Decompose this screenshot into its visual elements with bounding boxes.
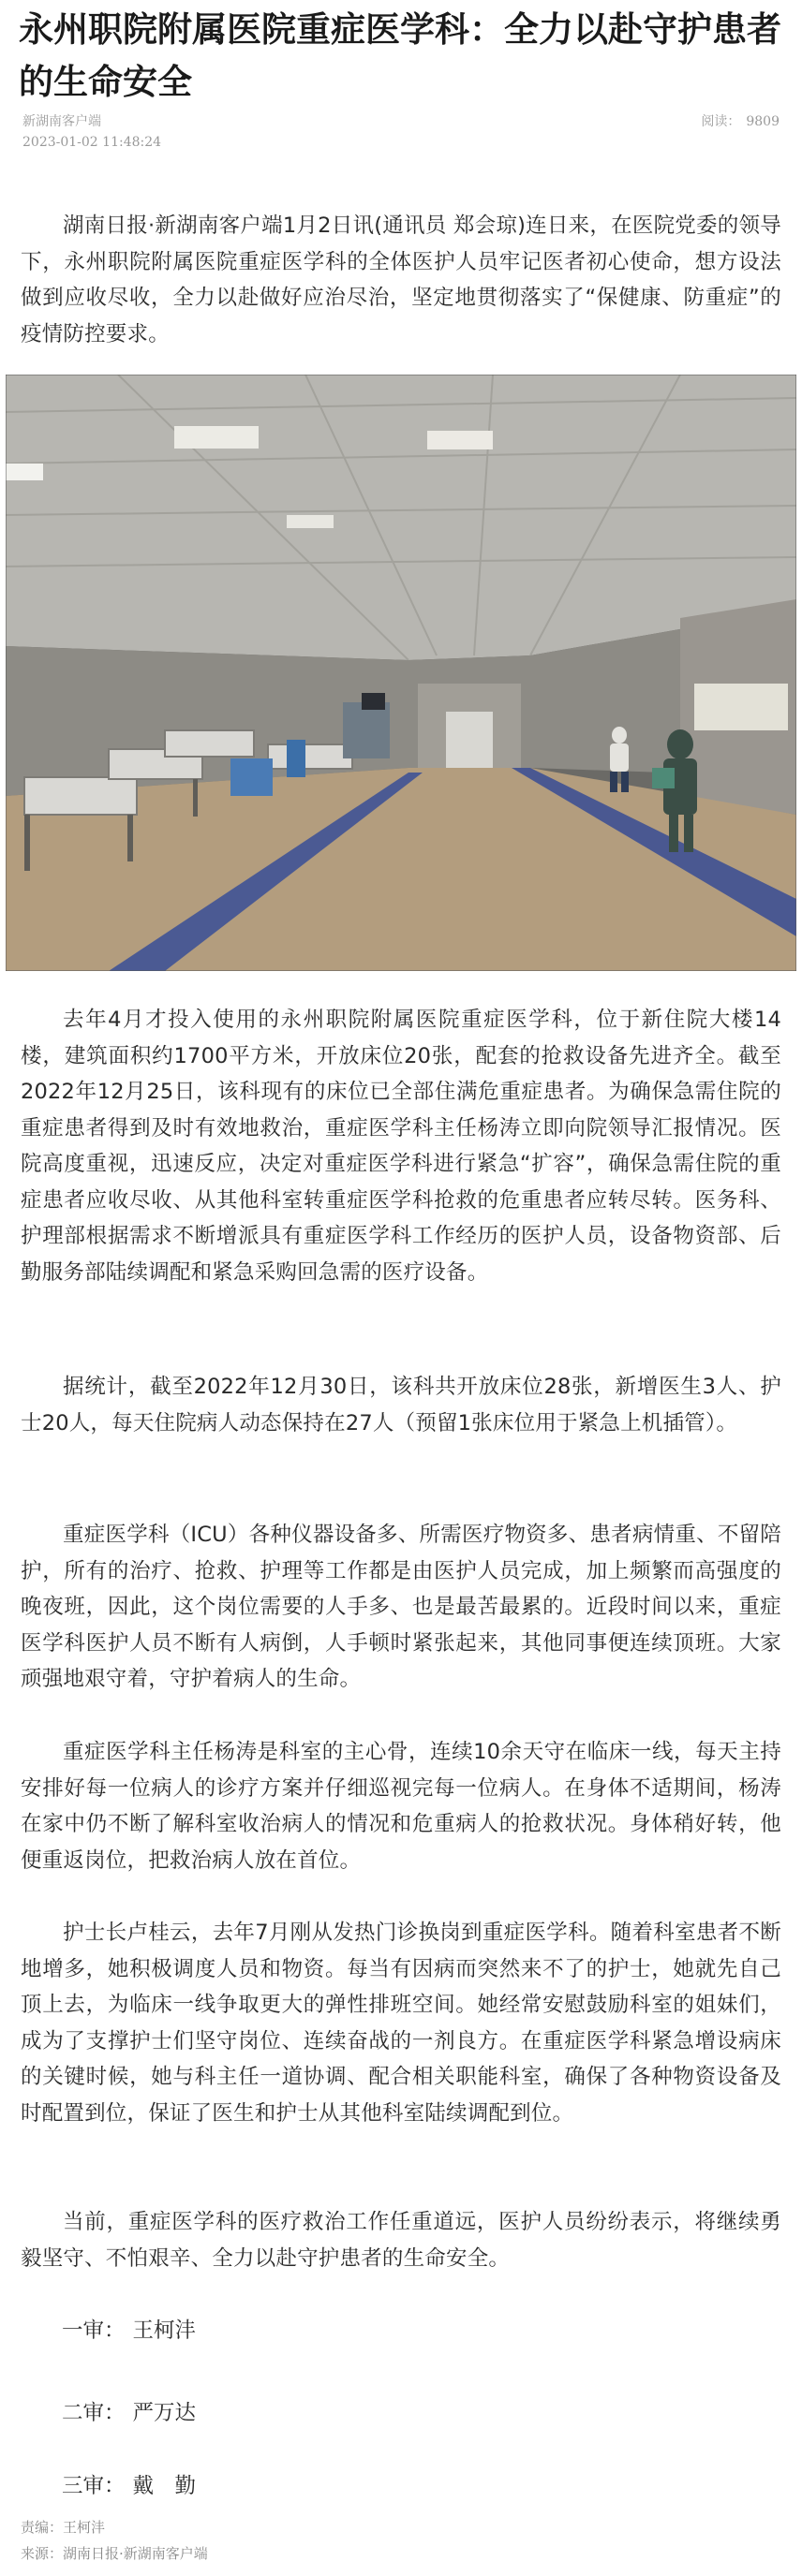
review-third-name: 戴 勤 — [132, 2474, 197, 2498]
paragraph-statistics: 据统计，截至2022年12月30日，该科共开放床位28张，新增医生3人、护士20人，每天住院病人动态保持在27人（预留1张床位用于紧急上机插管）。 — [21, 1375, 781, 1435]
article-photo — [6, 375, 796, 971]
article-title: 永州职院附属医院重症医学科：全力以赴守护患者的生命安全 — [19, 9, 781, 102]
paragraph-director: 重症医学科主任杨涛是科室的主心骨，连续10余天守在临床一线，每天主持安排好每一位病人的诊疗方案并仔细巡视完每一位病人。在身体不适期间，杨涛在家中仍不断了解科室收治病人的情况和危重病人的抢救状况。身体稍好转，他便重返岗位，把救治病人放在首位。 — [21, 1740, 781, 1873]
paragraph-conclusion: 当前，重症医学科的医疗救治工作任重道远，医护人员纷纷表示，将继续勇毅坚守、不怕艰辛、全力以赴守护患者的生命安全。 — [21, 2210, 781, 2271]
review-first-name: 王柯沣 — [132, 2318, 197, 2343]
paragraph-icu-workload: 重症医学科（ICU）各种仪器设备多、所需医疗物资多、患者病情重、不留陪护，所有的治疗、抢救、护理等工作都是由医护人员完成，加上频繁而高强度的晚夜班，因此，这个岗位需要的人手多、也是最苦最累的。近段时间以来，重症医学科医护人员不断有人病倒，人手顿时紧张起来，其他同事便连续顶班。大家顽强地艰守着，守护着病人的生命。 — [21, 1523, 781, 1691]
footer-editor: 责编：王柯沣 — [21, 2519, 106, 2536]
footer-source: 来源：湖南日报·新湖南客户端 — [21, 2545, 208, 2562]
review-third-label: 三审： — [62, 2474, 126, 2498]
icu-ward-image — [6, 375, 796, 971]
paragraph-expansion: 去年4月才投入使用的永州职院附属医院重症医学科，位于新住院大楼14楼，建筑面积约1700平方米，开放床位20张，配套的抢救设备先进齐全。截至2022年12月25日，该科现有的床位已全部住满危重症患者。为确保急需住院的重症患者得到及时有效地救治，重症医学科主任杨涛立即向院领导汇报情况。医院高度重视，迅速反应，决定对重症医学科进行紧急“扩容”，确保急需住院的重症患者应收尽收、从其他科室转重症医学科抢救的危重患者应转尽转。医务科、护理部根据需求不断增派具有重症医学科工作经历的医护人员，设备物资部、后勤服务部陆续调配和紧急采购回急需的医疗设备。 — [21, 1008, 781, 1285]
read-count — [701, 112, 780, 131]
read-count-value: 9809 — [746, 114, 780, 129]
review-first — [62, 2313, 196, 2348]
read-count-label: 阅读： — [701, 114, 741, 129]
review-second-label: 二审： — [62, 2401, 126, 2425]
article-time: 2023-01-02 11:48:24 — [22, 135, 162, 150]
review-third — [62, 2468, 196, 2504]
article-source: 新湖南客户端 — [22, 114, 101, 129]
paragraph-head-nurse: 护士长卢桂云，去年7月刚从发热门诊换岗到重症医学科。随着科室患者不断地增多，她积极调度人员和物资。每当有因病而突然来不了的护士，她就先自己顶上去，为临床一线争取更大的弹性排班空间。她经常安慰鼓励科室的姐妹们，成为了支撑护士们坚守岗位、连续奋战的一剂良方。在重症医学科紧急增设病床的关键时候，她与科主任一道协调、配合相关职能科室，确保了各种物资设备及时配置到位，保证了医生和护士从其他科室陆续调配到位。 — [21, 1921, 781, 2126]
review-second — [62, 2395, 196, 2431]
review-second-name: 严万达 — [132, 2401, 197, 2425]
paragraph-intro: 湖南日报·新湖南客户端1月2日讯(通讯员 郑会琼)连日来，在医院党委的领导下，永州职院附属医院重症医学科的全体医护人员牢记医者初心使命，想方设法做到应收尽收，全力以赴做好应治尽治，坚定地贯彻落实了“保健康、防重症”的疫情防控要求。 — [21, 213, 781, 346]
review-first-label: 一审： — [62, 2318, 126, 2343]
